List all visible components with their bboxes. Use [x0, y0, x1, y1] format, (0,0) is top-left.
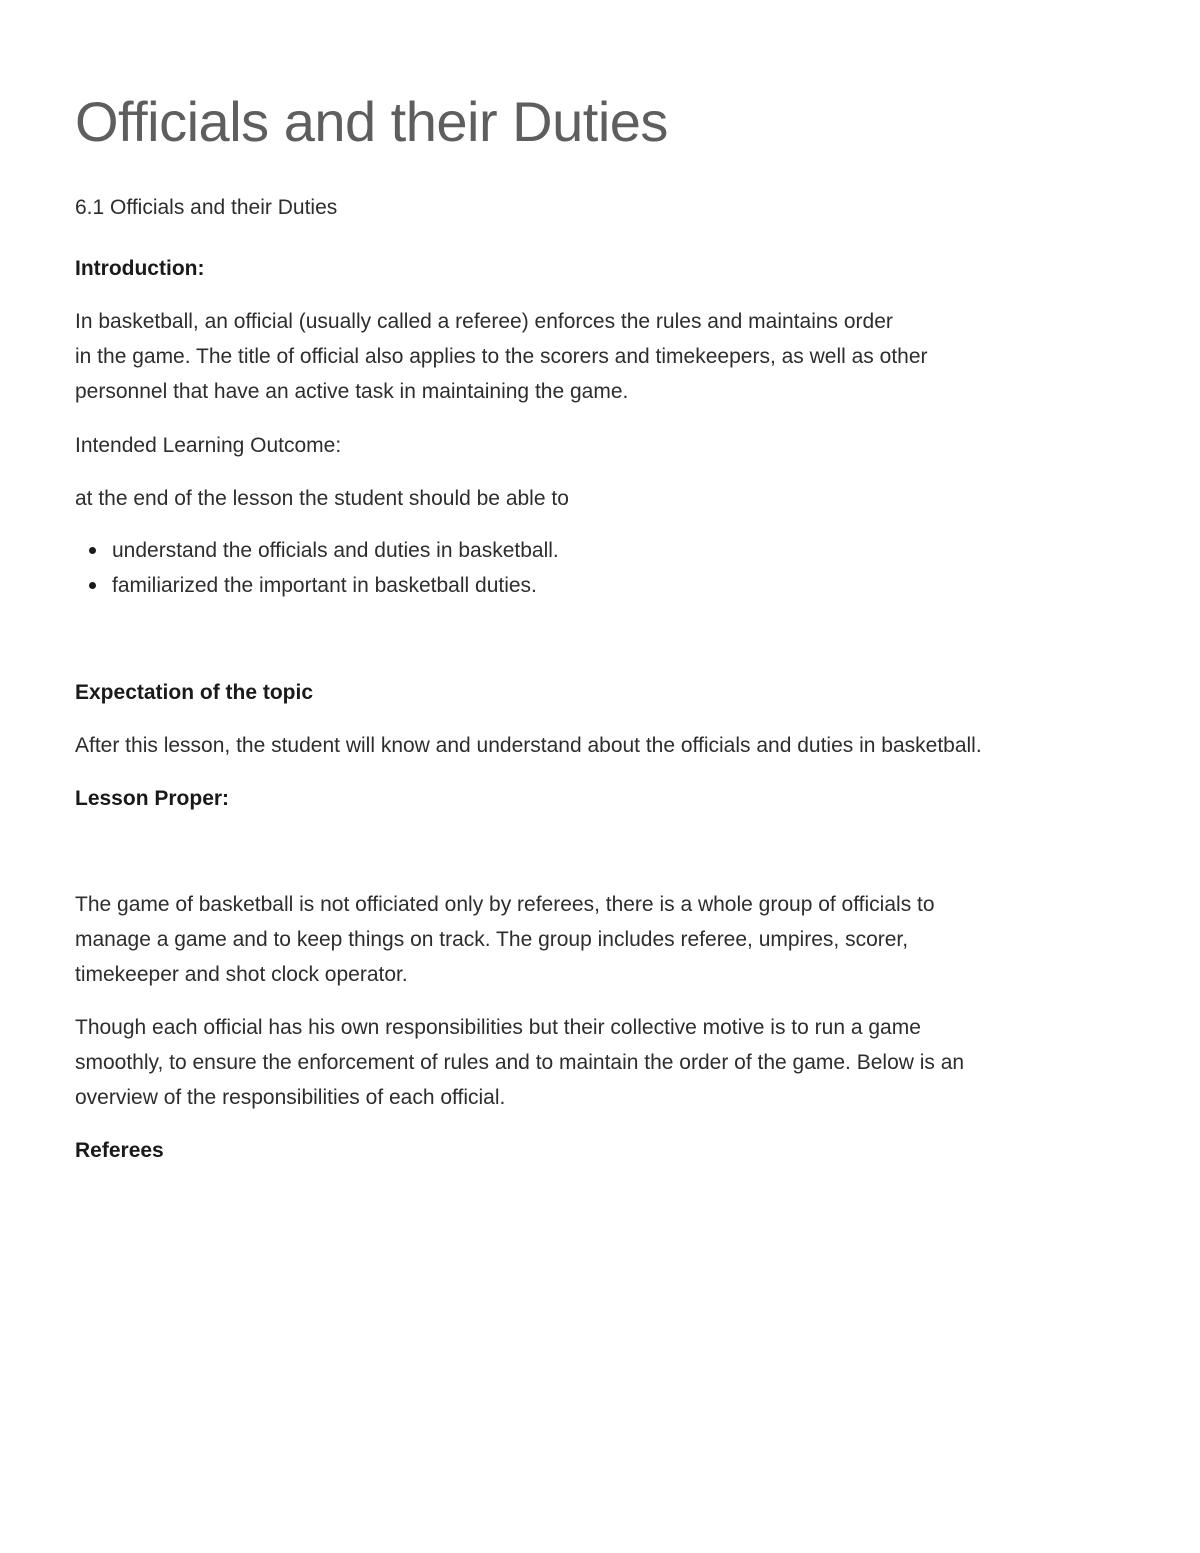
lesson-paragraph-line: timekeeper and shot clock operator. — [75, 963, 408, 986]
learning-outcome-list — [75, 533, 559, 603]
introduction-line: personnel that have an active task in maintaining the game. — [75, 380, 629, 403]
lesson-paragraph-line: overview of the responsibilities of each official. — [75, 1086, 506, 1109]
lesson-proper-heading: Lesson Proper: — [75, 787, 230, 810]
lesson-paragraph-2 — [75, 1010, 1075, 1115]
introduction-line: in the game. The title of official also applies to the scorers and timekeepers, as well as other — [75, 345, 928, 368]
introduction-heading: Introduction: — [75, 257, 205, 280]
section-subtitle: 6.1 Officials and their Duties — [75, 196, 338, 219]
lesson-paragraph-line: manage a game and to keep things on track. The group includes referee, umpires, scorer, — [75, 928, 909, 951]
expectation-paragraph: After this lesson, the student will know and understand about the officials and duties in basketball. — [75, 734, 982, 757]
lesson-paragraph-1 — [75, 887, 1075, 992]
bullet-icon — [89, 547, 96, 554]
lesson-paragraph-line: smoothly, to ensure the enforcement of rules and to maintain the order of the game. Below is an — [75, 1051, 965, 1074]
introduction-paragraph — [75, 304, 1075, 409]
list-item-text: familiarized the important in basketball duties. — [112, 574, 537, 597]
lesson-paragraph-line: Though each official has his own responsibilities but their collective motive is to run a game — [75, 1016, 921, 1039]
list-item — [75, 533, 559, 568]
learning-outcome-label: Intended Learning Outcome: — [75, 434, 342, 457]
introduction-line: In basketball, an official (usually called a referee) enforces the rules and maintains order — [75, 310, 893, 333]
list-item-text: understand the officials and duties in basketball. — [112, 539, 559, 562]
page-title: Officials and their Duties — [75, 90, 668, 153]
referees-heading: Referees — [75, 1139, 164, 1162]
learning-outcome-lead: at the end of the lesson the student should be able to — [75, 487, 569, 510]
expectation-heading: Expectation of the topic — [75, 681, 314, 704]
bullet-icon — [89, 582, 96, 589]
list-item — [75, 568, 559, 603]
lesson-paragraph-line: The game of basketball is not officiated only by referees, there is a whole group of officials to — [75, 893, 935, 916]
